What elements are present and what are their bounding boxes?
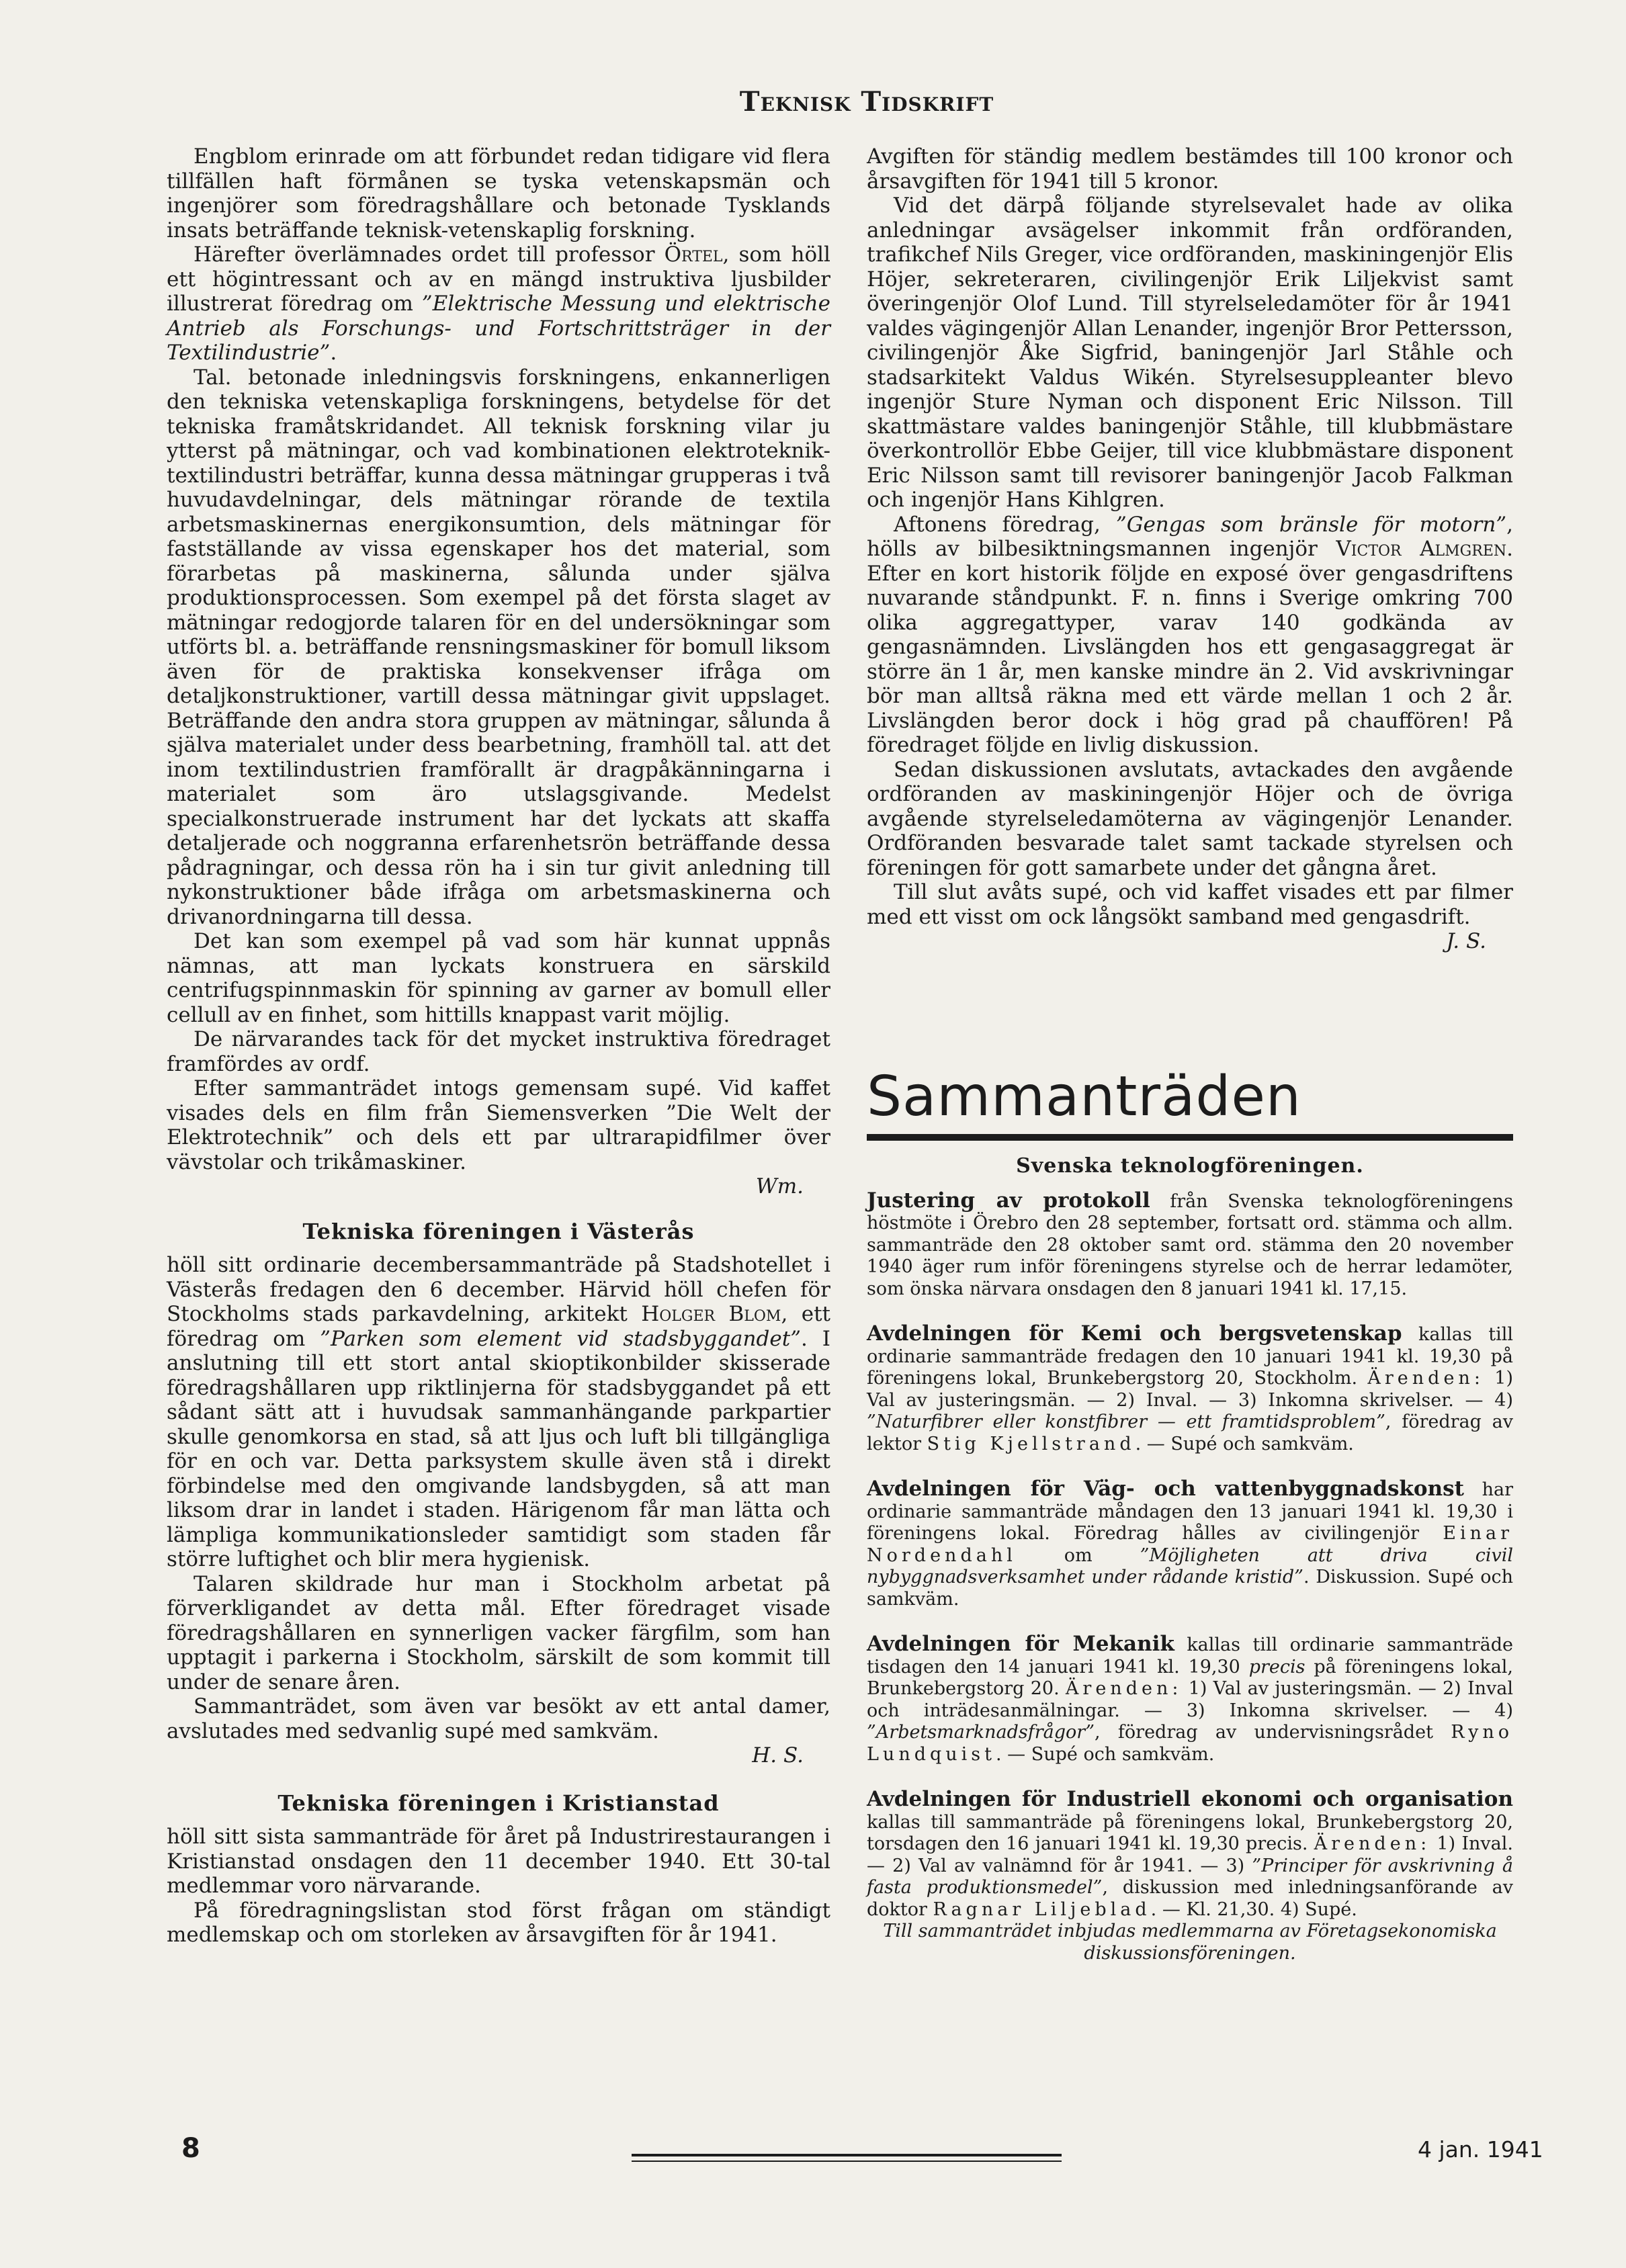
- list-item: Avdelningen för Mekanik kallas till ordinarie sammanträde tisdagen den 14 januari 1941 kl. 19,30 precis på föreningens lokal, Brunkebergstorg 20. Ärenden: 1) Val av justeringsmän. — 2) Inval och inträdesanmälningar. — 3) Inkomna skrivelser. — 4) ”Arbetsmarknadsfrågor”, föredrag av undervisningsrådet Ryno Lundquist. — Supé och samkväm.: [867, 1632, 1514, 1765]
- paragraph: höll sitt sista sammanträde för året på Industrirestaurangen i Kristianstad onsdagen den 11 december 1940. Ett 30-tal medlemmar voro närvarande.: [167, 1825, 830, 1898]
- lecture-title: ”Elektrische Messung und elektrische Antrieb als Forschungs- und Fortschrittsträger in der Textilindustrie”: [167, 292, 830, 365]
- entry-title: Avdelningen för Industriell ekonomi och organisation: [867, 1787, 1513, 1811]
- lecture-title: ”Gengas som bränsle för motorn”: [1115, 512, 1507, 537]
- person-name: Einar Nordendahl: [867, 1523, 1513, 1566]
- signature: H. S.: [752, 1743, 804, 1768]
- subheading-kristianstad: Tekniska föreningen i Kristianstad: [277, 1790, 720, 1816]
- entry-note: Till sammanträdet inbjudas medlemmarna av Företagsekonomiska diskussionsföreningen.: [883, 1921, 1497, 1964]
- masthead: Teknisk Tidskrift: [739, 86, 994, 118]
- paragraph: Talaren skildrade hur man i Stockholm arbetat på förverkligandet av detta mål. Efter föredraget visade föredragshållaren en synnerligen vacker färgfilm, som han upptagit i parkerna i Stockholm, särskilt de som kommit till under de senare åren.: [167, 1571, 830, 1694]
- person-name: Stig Kjellstrand: [927, 1433, 1136, 1454]
- issue-date: 4 jan. 1941: [1418, 2136, 1543, 2163]
- person-name: Ragnar Liljeblad: [933, 1899, 1151, 1920]
- paragraph: Avgiften för ständig medlem bestämdes till 100 kronor och årsavgiften för 1941 till 5 kronor.: [867, 144, 1513, 193]
- list-item: Justering av protokoll från Svenska teknologföreningens höstmöte i Örebro den 28 september, fortsatt ord. stämma och allm. sammanträde den 28 oktober samt ord. stämma den 20 november 1940 äger rum inför föreningens styrelse och de herrar ledamöter, som önska närvara onsdagen den 8 januari 1941 kl. 17,15.: [867, 1188, 1513, 1299]
- person-name: Örtel: [664, 243, 723, 267]
- person-name: Ryno Lundquist: [867, 1722, 1513, 1765]
- meetings-list: [867, 1155, 1513, 1987]
- paragraph: Tal. betonade inledningsvis forskningens, enkannerligen den tekniska vetenskapliga forskningens, betydelse för det tekniska framåtskridandet. All teknisk forskning vilar ju ytterst på mätningar, och vad kombinationen elektroteknik-textilindustri beträffar, kunna dessa mätningar grupperas i två huvudavdelningar, dels mätningar rörande de textila arbetsmaskinernas energikonsumtion, dels mätningar för fastställande av vissa egenskaper hos det material, som förarbetas på maskinerna, sålunda under själva produktionsprocessen. Som exempel på det första slaget av mätningar redogjorde talaren för en del undersökningar som utförts bl. a. beträffande rensningsmaskiner för bomull liksom även för de praktiska konsekvenser ifråga om detaljkonstruktioner, vartill dessa mätningar givit uppslaget. Beträffande den andra stora gruppen av mätningar, sålunda å själva materialet under dess bearbetning, framhöll tal. att det inom textilindustrien framförallt är dragpåkänningarna i materialet som äro utslagsgivande. Medelst specialkonstruerade instrument har det lyckats att skaffa detaljerade och noggranna erfarenhetsrön beträffande dessa pådragningar, och dessa rön ha i sin tur givit anledning till nykonstruktioner både ifråga om arbetsmaskinerna och drivanordningarna till dessa.: [167, 365, 830, 929]
- paragraph: Vid det därpå följande styrelsevalet hade av olika anledningar avsägelser inkommit från ordföranden, trafikchef Nils Greger, vice ordföranden, maskiningenjör Elis Höjer, sekreteraren, civilingenjör Erik Liljekvist samt överingenjör Olof Lund. Till styrelseledamöter för år 1941 valdes vägingenjör Allan Lenander, ingenjör Bror Pettersson, civilingenjör Åke Sigfrid, baningenjör Jarl Ståhle och stadsarkitekt Valdus Wikén. Styrelsesuppleanter blevo ingenjör Sture Nyman och disponent Eric Nilsson. Till skattmästare valdes baningenjör Ståhle, till klubbmästare överkontrollör Ebbe Geijer, till vice klubbmästare disponent Eric Nilsson samt till revisorer baningenjör Jacob Falkman och ingenjör Hans Kihlgren.: [867, 193, 1513, 512]
- left-column: [167, 144, 830, 1948]
- lecture-title: ”Parken som element vid stadsbyggandet”: [320, 1326, 802, 1351]
- paragraph: Efter sammanträdet intogs gemensam supé. Vid kaffet visades dels en film från Siemensverken ”Die Welt der Elektrotechnik” och dels ett par ultrarapidfilmer över vävstolar och trikåmaskiner.: [167, 1076, 830, 1174]
- lecture-title: ”Arbetsmarknadsfrågor”: [867, 1722, 1095, 1743]
- entry-title: Avdelningen för Mekanik: [867, 1632, 1174, 1656]
- meetings-heading: Svenska teknologföreningen.: [1016, 1154, 1364, 1178]
- list-item: Avdelningen för Industriell ekonomi och organisation kallas till sammanträde på föreningens lokal, Brunkebergstorg 20, torsdagen den 16 januari 1941 kl. 19,30 precis. Ärenden: 1) Inval. — 2) Val av valnämnd för år 1941. — 3) ”Principer för avskrivning å fasta produktionsmedel”, diskussion med inledningsanförande av doktor Ragnar Liljeblad. — Kl. 21,30. 4) Supé. Till sammanträdet inbjudas medlemmarna av Företagsekonomiska diskussionsföreningen.: [867, 1787, 1513, 1964]
- signature: Wm.: [755, 1174, 804, 1198]
- section-title: Sammanträden: [867, 1065, 1513, 1141]
- right-column: [867, 144, 1513, 954]
- lecture-title: ”Möjligheten att driva civil nybyggnadsverksamhet under rådande kristid”: [867, 1544, 1514, 1587]
- paragraph: På föredragningslistan stod först frågan om ständigt medlemskap och om storleken av årsavgiften för år 1941.: [167, 1898, 830, 1947]
- footer-rule: [632, 2154, 1062, 2156]
- paragraph: Till slut avåts supé, och vid kaffet visades ett par filmer med ett visst om ock långsökt samband med gengasdrift.: [867, 880, 1513, 929]
- entry-title: Justering av protokoll: [867, 1188, 1150, 1213]
- paragraph: Sedan diskussionen avslutats, avtackades den avgående ordföranden av maskiningenjör Höjer och de övriga avgående styrelseledamöterna av vägingenjör Lenander. Ordföranden besvarade talet samt tackade styrelsen och föreningen för gott samarbete under det gångna året.: [867, 757, 1513, 880]
- person-name: Victor Almgren: [1336, 537, 1507, 561]
- footer-rule: [632, 2161, 1062, 2162]
- paragraph: höll sitt ordinarie decembersammanträde på Stadshotellet i Västerås fredagen den 6 december. Härvid höll chefen för Stockholms stads parkavdelning, arkitekt Holger Blom, ett föredrag om ”Parken som element vid stadsbyggandet”. I anslutning till ett stort antal skioptikonbilder skisserade föredragshållaren upp riktlinjerna för stadsbyggandet på ett sådant sätt att i huvudsak sammanhängande parkpartier skulle genomkorsa en stad, så att ljus och luft bli tillgängliga för en och var. Detta parksystem skulle även stå i direkt förbindelse med den omgivande landsbygden, så att man liksom drar in landet i staden. Härigenom får man lätta och lämpliga kommunikationsleder samtidigt som staden får större luftighet och blir mera hygienisk.: [167, 1253, 831, 1571]
- subheading-vasteras: Tekniska föreningen i Västerås: [302, 1218, 695, 1244]
- list-item: Avdelningen för Väg- och vattenbyggnadskonst har ordinarie sammanträde måndagen den 13 januari 1941 kl. 19,30 i föreningens lokal. Föredrag hålles av civilingenjör Einar Nordendahl om ”Möjligheten att driva civil nybyggnadsverksamhet under rådande kristid”. Diskussion. Supé och samkväm.: [867, 1477, 1514, 1610]
- signature: J. S.: [1446, 929, 1486, 953]
- paragraph: Sammanträdet, som även var besökt av ett antal damer, avslutades med sedvanlig supé med samkväm.: [167, 1694, 830, 1743]
- paragraph: Engblom erinrade om att förbundet redan tidigare vid flera tillfällen haft förmånen se tyska vetenskapsmän och ingenjörer som föredragshållare och betonade Tysklands insats beträffande teknisk-vetenskaplig forskning.: [167, 144, 830, 243]
- paragraph: Det kan som exempel på vad som här kunnat uppnås nämnas, att man lyckats konstruera en särskild centrifugspinnmaskin för spinning av garner av bomull eller cellull av en finhet, som hittills knappast varit möjlig.: [167, 929, 830, 1027]
- entry-title: Avdelningen för Väg- och vattenbyggnadskonst: [867, 1477, 1464, 1501]
- entry-title: Avdelningen för Kemi och bergsvetenskap: [867, 1321, 1402, 1346]
- page-number: 8: [181, 2133, 200, 2164]
- lecture-title: ”Naturfibrer eller konstfibrer — ett framtidsproblem”: [867, 1411, 1385, 1432]
- list-item: Avdelningen för Kemi och bergsvetenskap kallas till ordinarie sammanträde fredagen den 10 januari 1941 kl. 19,30 på föreningens lokal, Brunkebergstorg 20, Stockholm. Ärenden: 1) Val av justeringsmän. — 2) Inval. — 3) Inkomna skrivelser. — 4) ”Naturfibrer eller konstfibrer — ett framtidsproblem”, föredrag av lektor Stig Kjellstrand. — Supé och samkväm.: [867, 1321, 1513, 1454]
- person-name: Holger Blom: [641, 1302, 781, 1326]
- lecture-title: ”Principer för avskrivning å fasta produktionsmedel”: [867, 1855, 1513, 1898]
- paragraph: Härefter överlämnades ordet till professor Örtel, som höll ett högintressant och av en mängd instruktiva ljusbilder illustrerat föredrag om ”Elektrische Messung und elektrische Antrieb als Forschungs- und Fortschrittsträger in der Textilindustrie”.: [167, 243, 830, 365]
- paragraph: Aftonens föredrag, ”Gengas som bränsle för motorn”, hölls av bilbesiktningsmannen ingenjör Victor Almgren. Efter en kort historik följde en exposé över gengasdriftens nuvarande ståndpunkt. F. n. finns i Sverige omkring 700 olika aggregattyper, varav 140 godkända av gengasnämnden. Livslängden hos ett gengasaggregat är större än 1 år, men kanske mindre än 2. Vid avskrivningar bör man alltså räkna med ett värde mellan 1 och 2 år. Livslängden beror dock i hög grad på chauffören! På föredraget följde en livlig diskussion.: [867, 512, 1514, 757]
- paragraph: De närvarandes tack för det mycket instruktiva föredraget framfördes av ordf.: [167, 1027, 830, 1076]
